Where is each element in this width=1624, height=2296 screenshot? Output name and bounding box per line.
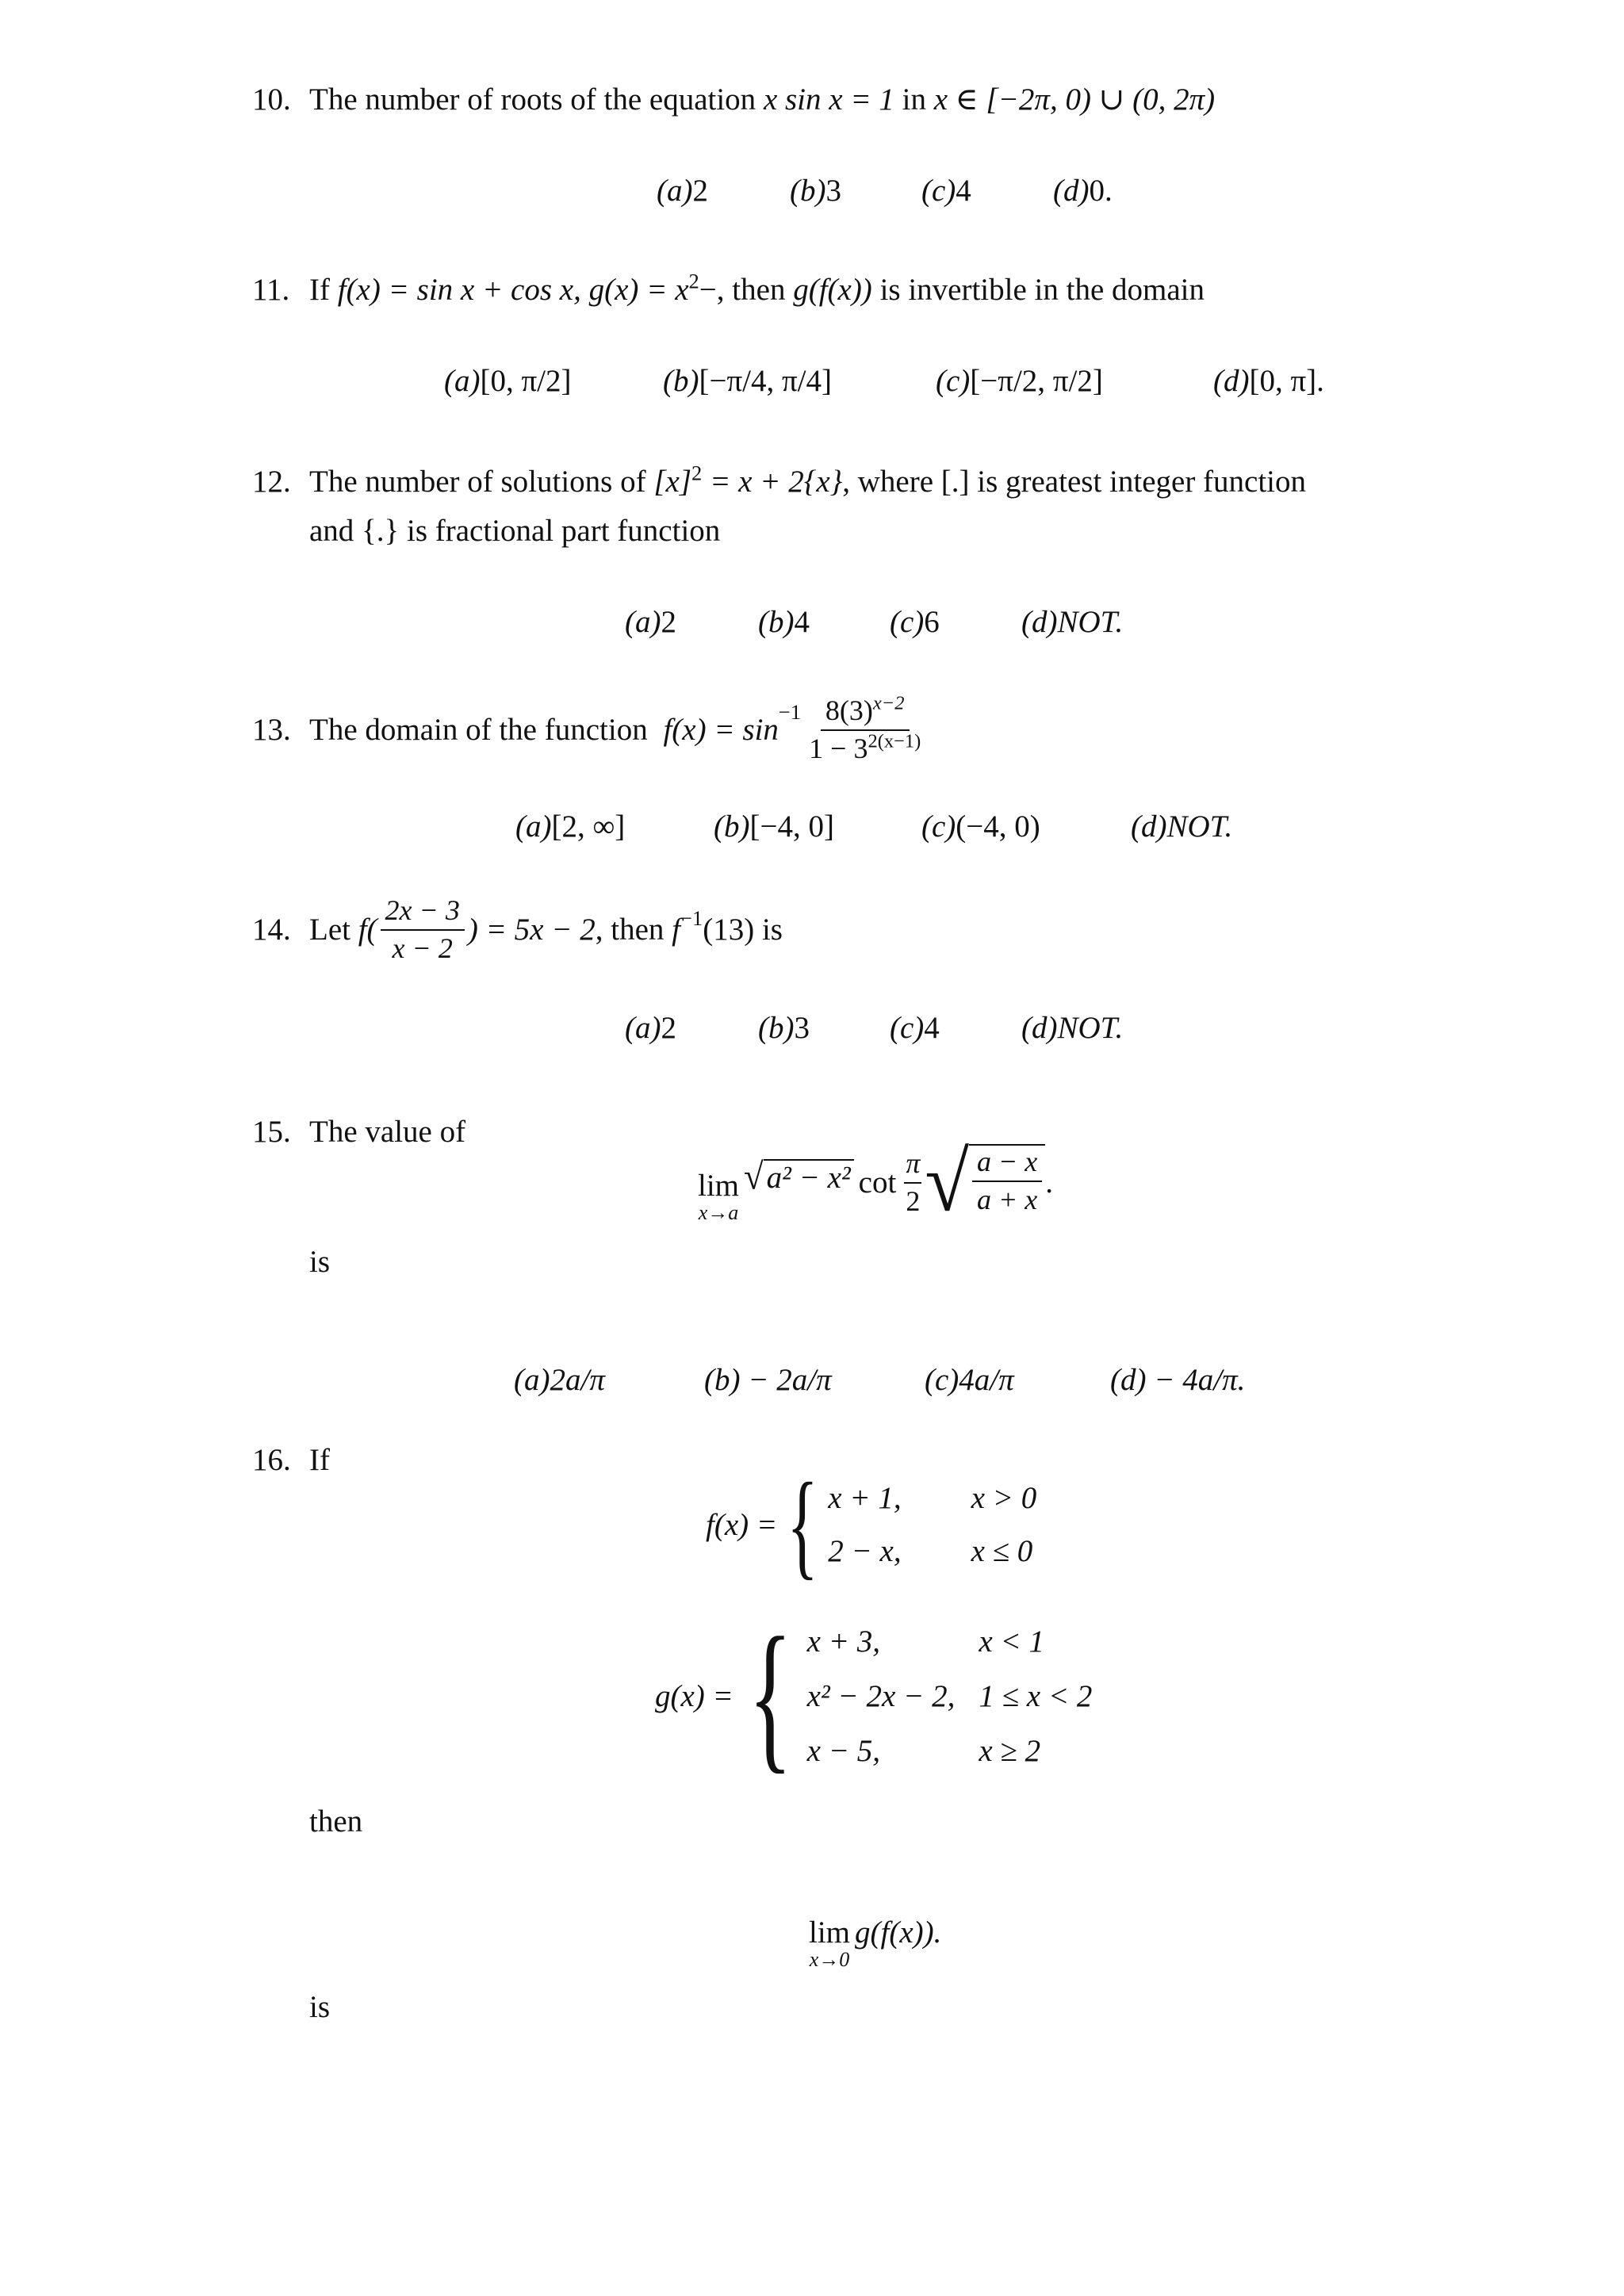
question-12-stem — [252, 461, 1307, 499]
option-a: (a)[0, π/2] — [444, 364, 572, 398]
case-condition: x > 0 — [971, 1481, 1037, 1515]
question-number: 10. — [252, 82, 291, 117]
math-expression: f( — [358, 913, 377, 947]
option-c: (c)4 — [921, 174, 971, 208]
question-text: is invertible in the domain — [871, 273, 1205, 307]
cases-grid — [807, 1626, 1093, 1766]
question-text: The number of roots of the equation — [309, 82, 764, 117]
question-16-limit — [809, 1917, 941, 1970]
option-b: (b)[−π/4, π/4] — [663, 364, 833, 398]
case-condition: x < 1 — [979, 1624, 1044, 1659]
question-text: , then — [716, 273, 794, 307]
case-expression: 2 − x, — [828, 1534, 902, 1568]
left-brace: { — [748, 1604, 792, 1788]
function-lhs: g(x) = — [655, 1678, 733, 1713]
option-c: (c)(−4, 0) — [921, 809, 1040, 844]
option-b: (b)3 — [758, 1011, 810, 1045]
math-expression: f(x) = sin x + cos x, g(x) = x — [337, 273, 689, 307]
question-number: 13. — [252, 713, 291, 748]
question-text: The value of — [309, 1115, 466, 1149]
option-c: (c)6 — [890, 605, 940, 639]
case-condition: 1 ≤ x < 2 — [979, 1678, 1093, 1713]
square-root-fraction: √ $\frac{a - x}{a + x}$ — [925, 1144, 1045, 1220]
cases-grid — [828, 1483, 1036, 1567]
case-condition: x ≤ 0 — [971, 1534, 1033, 1568]
fraction-numerator: $8(3)^{x-2}$ — [821, 696, 910, 731]
question-text: Let — [309, 913, 358, 947]
math-expression: x ∈ [−2π, 0) ∪ (0, 2π) — [933, 82, 1216, 117]
math-expression: [x] — [653, 465, 692, 499]
option-b: (b)[−4, 0] — [714, 809, 834, 844]
option-d: (d)NOT. — [1131, 809, 1233, 844]
fraction-denominator: $1 - 3^{2(x-1)}$ — [809, 730, 921, 764]
option-d: (d)NOT. — [1021, 1011, 1124, 1045]
question-text: The number of solutions of — [309, 465, 654, 499]
square-root: √ a² − x² — [744, 1159, 854, 1195]
option-b: (b) − 2a/π — [704, 1363, 832, 1397]
case-condition: x ≥ 2 — [979, 1733, 1041, 1768]
case-expression: x + 3, — [806, 1624, 881, 1659]
option-a: (a)2 — [625, 605, 676, 639]
period: . — [1045, 1165, 1054, 1200]
option-a: (a)2a/π — [514, 1363, 605, 1397]
question-text: , then — [595, 913, 672, 947]
fraction-numerator: 2x − 3 — [381, 896, 465, 931]
question-15-stem — [252, 1116, 465, 1147]
question-number: 15. — [252, 1115, 291, 1149]
math-expression: − — [699, 273, 717, 307]
question-16-stem — [252, 1445, 330, 1475]
superscript: 2 — [688, 269, 699, 293]
case-expression: x² − 2x − 2, — [806, 1678, 956, 1713]
fraction-denominator: x − 2 — [392, 932, 453, 964]
option-b: (b)4 — [758, 605, 810, 639]
question-15-is: is — [309, 1245, 331, 1279]
math-expression: g(f(x)). — [855, 1915, 942, 1950]
superscript: 2 — [691, 461, 703, 485]
function-lhs: f(x) = — [706, 1507, 778, 1542]
question-text: If — [309, 273, 338, 307]
question-text: , where [.] is greatest integer function — [842, 465, 1307, 499]
math-expression: (13) — [703, 913, 755, 947]
option-d: (d)NOT. — [1021, 605, 1124, 639]
option-a: (a)2 — [625, 1011, 676, 1045]
fraction: $\frac{\pi}{2}$ — [906, 1146, 921, 1217]
question-15-display-math — [698, 1135, 1054, 1230]
math-expression: f — [672, 913, 681, 947]
option-b: (b)3 — [790, 174, 841, 208]
option-c: (c)4a/π — [925, 1363, 1014, 1397]
option-c: (c)4 — [890, 1011, 940, 1045]
limit-operator: lim x→a — [698, 1169, 740, 1224]
limit-operator: lim x→0 — [809, 1915, 851, 1971]
math-expression: g(f(x)) — [793, 273, 872, 307]
case-expression: x − 5, — [806, 1733, 881, 1768]
option-c: (c)[−π/2, π/2] — [936, 364, 1103, 398]
math-expression: x sin x = 1 — [763, 82, 894, 117]
question-16-is: is — [309, 1990, 331, 2024]
question-number: 16. — [252, 1443, 291, 1477]
option-a: (a)2 — [657, 174, 708, 208]
piecewise-g-definition — [655, 1604, 1093, 1788]
question-11-stem — [252, 269, 1205, 307]
question-text: The domain of the function — [309, 713, 656, 748]
fraction — [804, 692, 925, 764]
fraction — [381, 896, 465, 964]
math-expression: f(x) = sin — [663, 713, 779, 748]
question-10-stem — [252, 84, 1215, 115]
question-14-stem: 14. Let f( $\frac{2x - 3}{x - 2}$ ) = 5x − 2 , then f −1 (13) is — [252, 894, 783, 964]
math-expression: ) = 5x − 2 — [467, 913, 596, 947]
question-12-stem-line2: and {.} is fractional part function — [309, 514, 721, 548]
piecewise-f-definition — [706, 1459, 1037, 1590]
question-number: 14. — [252, 913, 291, 947]
case-expression: x + 1, — [828, 1481, 902, 1515]
question-number: 12. — [252, 465, 291, 499]
option-d: (d) − 4a/π. — [1110, 1363, 1246, 1397]
left-brace: { — [787, 1459, 818, 1590]
cot-function: cot — [858, 1165, 897, 1200]
option-d: (d)0. — [1053, 174, 1113, 208]
question-number: 11. — [252, 273, 290, 307]
option-d: (d)[0, π]. — [1213, 364, 1324, 398]
option-a: (a)[2, ∞] — [515, 809, 626, 844]
question-text: is — [754, 913, 783, 947]
math-expression: = x + 2{x} — [702, 465, 843, 499]
question-16-then: then — [309, 1804, 363, 1839]
question-13-stem: 13. The domain of the function f(x) = sin −1 $\frac{8(3)^{x-2}}{1 - 3^{2(x-1)}}$ — [252, 696, 929, 764]
question-text: in — [894, 82, 934, 117]
question-text: If — [309, 1443, 330, 1477]
